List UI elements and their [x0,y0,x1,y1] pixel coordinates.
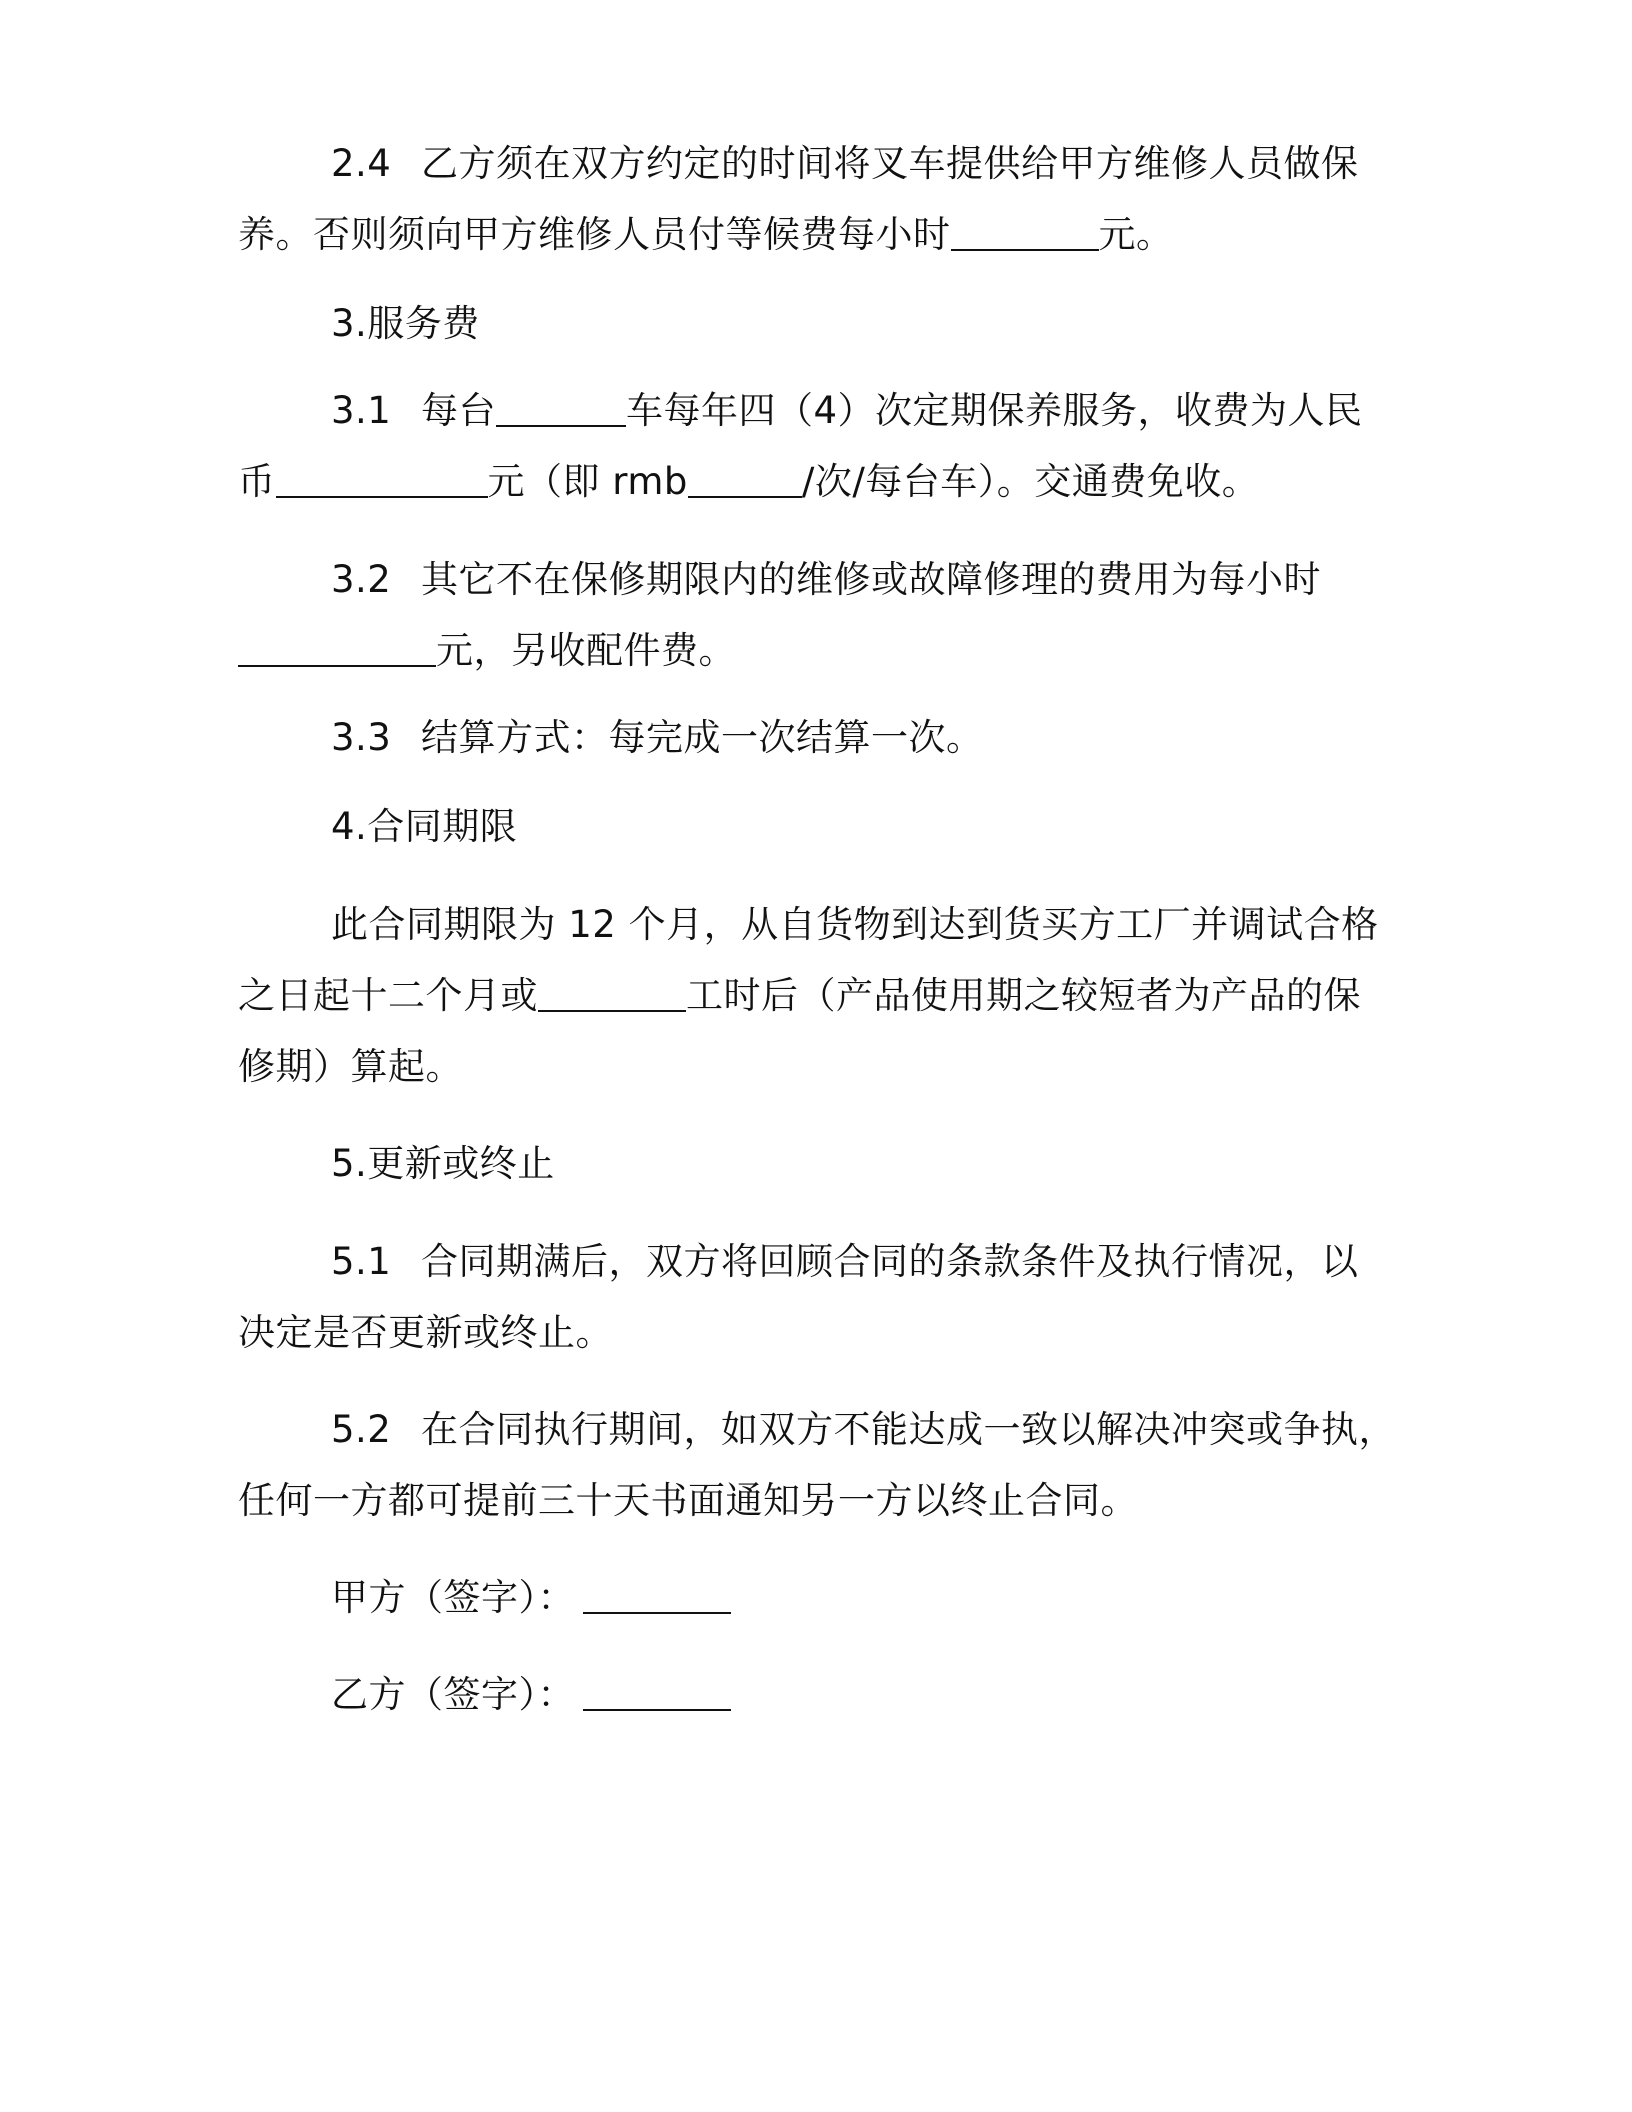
section-5-heading: 5.更新或终止 [331,1142,555,1185]
fill-in-blank [951,213,1099,251]
clause-2-4-line-1 [331,134,1359,194]
paragraph-text: 修期）算起。 [238,1045,463,1088]
clause-number: 2.4 [331,142,392,185]
clause-text: 在合同执行期间，如双方不能达成一致以解决冲突或争执， [421,1408,1396,1451]
clause-5-2-line-2 [238,1471,1138,1531]
section-4-line-3 [238,1037,463,1097]
clause-text: /次/每台车）。交通费免收。 [801,460,1260,503]
clause-3-2-line-2 [238,621,736,681]
section-4-line-2 [238,966,1361,1026]
clause-text: 车每年四（4）次定期保养服务，收费为人民 [626,389,1363,432]
signature-blank [583,1673,731,1711]
clause-text: 养。否则须向甲方维修人员付等候费每小时 [238,213,951,256]
clause-text: 元，另收配件费。 [436,629,736,672]
clause-text: 元。 [1098,213,1174,256]
section-4-heading: 4.合同期限 [331,805,518,848]
fill-in-blank [688,460,802,498]
clause-number: 5.1 [331,1240,392,1283]
paragraph-text: 此合同期限为 12 个月，从自货物到达到货买方工厂并调试合格 [331,903,1379,946]
clause-5-1-line-2 [238,1303,613,1363]
fill-in-blank [276,460,488,498]
fill-in-blank [238,629,436,667]
party-a-label: 甲方（签字）： [331,1576,575,1619]
signature-blank [583,1576,731,1614]
clause-text: 币 [238,460,276,503]
clause-3-2-line-1 [331,550,1321,610]
clause-text: 结算方式：每完成一次结算一次。 [421,716,984,759]
clause-text: 决定是否更新或终止。 [238,1311,613,1354]
clause-text: 乙方须在双方约定的时间将叉车提供给甲方维修人员做保 [421,142,1359,185]
paragraph-text: 之日起十二个月或 [238,974,538,1017]
clause-number: 5.2 [331,1408,392,1451]
clause-text: 任何一方都可提前三十天书面通知另一方以终止合同。 [238,1479,1138,1522]
fill-in-blank [538,974,686,1012]
clause-text: 每台 [421,389,496,432]
clause-text: 其它不在保修期限内的维修或故障修理的费用为每小时 [421,558,1321,601]
party-b-label: 乙方（签字）： [331,1673,575,1716]
clause-number: 3.3 [331,716,392,759]
clause-number: 3.1 [331,389,392,432]
clause-number: 3.2 [331,558,392,601]
clause-3-1-line-1 [331,381,1363,441]
clause-5-1-line-1 [331,1232,1359,1292]
party-a-signature-line [331,1568,731,1628]
paragraph-text: 工时后（产品使用期之较短者为产品的保 [686,974,1361,1017]
clause-3-1-line-2 [238,452,1259,512]
clause-text: 元（即 rmb [487,460,688,503]
clause-3-3 [331,708,984,768]
clause-5-2-line-1 [331,1400,1396,1460]
section-4-line-1 [331,895,1379,955]
party-b-signature-line [331,1665,731,1725]
clause-2-4-line-2 [238,205,1174,265]
section-3-heading: 3.服务费 [331,302,480,345]
fill-in-blank [496,389,626,427]
clause-text: 合同期满后，双方将回顾合同的条款条件及执行情况，以 [421,1240,1359,1283]
